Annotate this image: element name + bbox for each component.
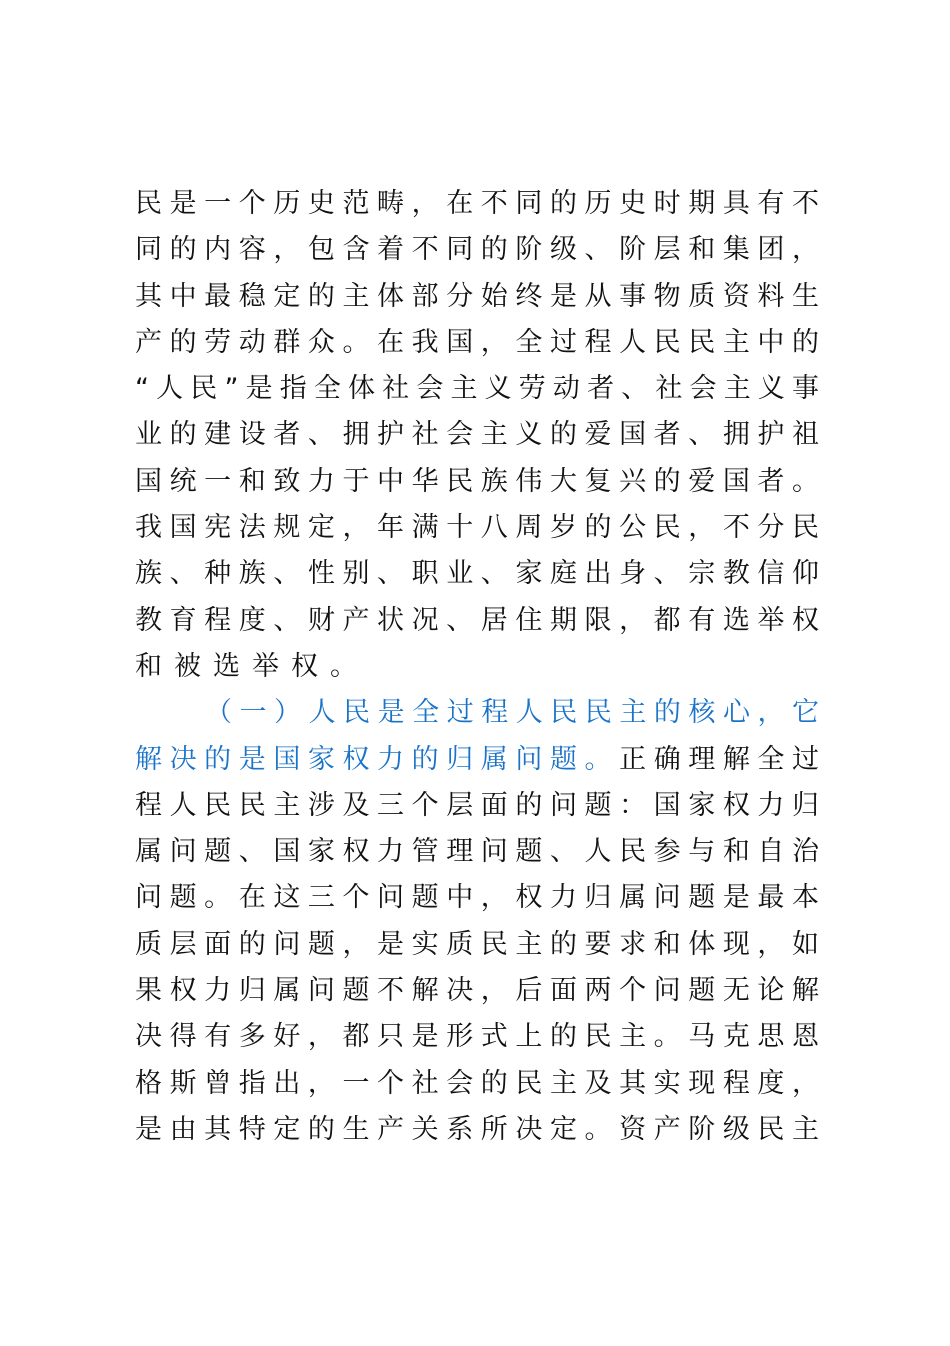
text-line-19: 决得有多好，都只是形式上的民主。马克思恩 (135, 1021, 819, 1053)
text-line-16: 问题。在这三个问题中，权力归属问题是最本 (135, 882, 819, 914)
text-line-2: 同的内容，包含着不同的阶级、阶层和集团， (135, 234, 819, 266)
text-line-3: 其中最稳定的主体部分始终是从事物质资料生 (135, 280, 819, 312)
text-line-6: 业的建设者、拥护社会主义的爱国者、拥护祖 (135, 419, 819, 451)
text-line-4: 产的劳动群众。在我国，全过程人民民主中的 (135, 326, 819, 358)
text-line-17: 质层面的问题，是实质民主的要求和体现，如 (135, 928, 819, 960)
section-heading-highlight: 解决的是国家权力的归属问题。 (135, 743, 620, 775)
text-line-11: 和被选举权。 (135, 650, 369, 682)
text-line-7: 国统一和致力于中华民族伟大复兴的爱国者。 (135, 465, 819, 497)
text-line-8: 我国宪法规定，年满十八周岁的公民，不分民 (135, 512, 819, 544)
text-line-18: 果权力归属问题不解决，后面两个问题无论解 (135, 975, 819, 1007)
text-body (135, 181, 819, 1153)
section-heading-line-2 (135, 737, 819, 783)
section-heading-line-1: （一）人民是全过程人民民主的核心，它 (205, 697, 819, 729)
text-line-9: 族、种族、性别、职业、家庭出身、宗教信仰 (135, 558, 819, 590)
text-line-1: 民是一个历史范畴，在不同的历史时期具有不 (135, 188, 819, 219)
text-line-14: 程人民民主涉及三个层面的问题：国家权力归 (135, 789, 819, 821)
text-line-10: 教育程度、财产状况、居住期限，都有选举权 (135, 604, 819, 636)
text-line-15: 属问题、国家权力管理问题、人民参与和自治 (135, 836, 819, 868)
text-line-21: 是由其特定的生产关系所决定。资产阶级民主 (135, 1113, 819, 1145)
section-heading-rest: 正确理解全过 (619, 743, 819, 775)
text-line-20: 格斯曾指出，一个社会的民主及其实现程度， (135, 1067, 819, 1099)
text-line-5: “人民”是指全体社会主义劳动者、社会主义事 (135, 373, 819, 405)
